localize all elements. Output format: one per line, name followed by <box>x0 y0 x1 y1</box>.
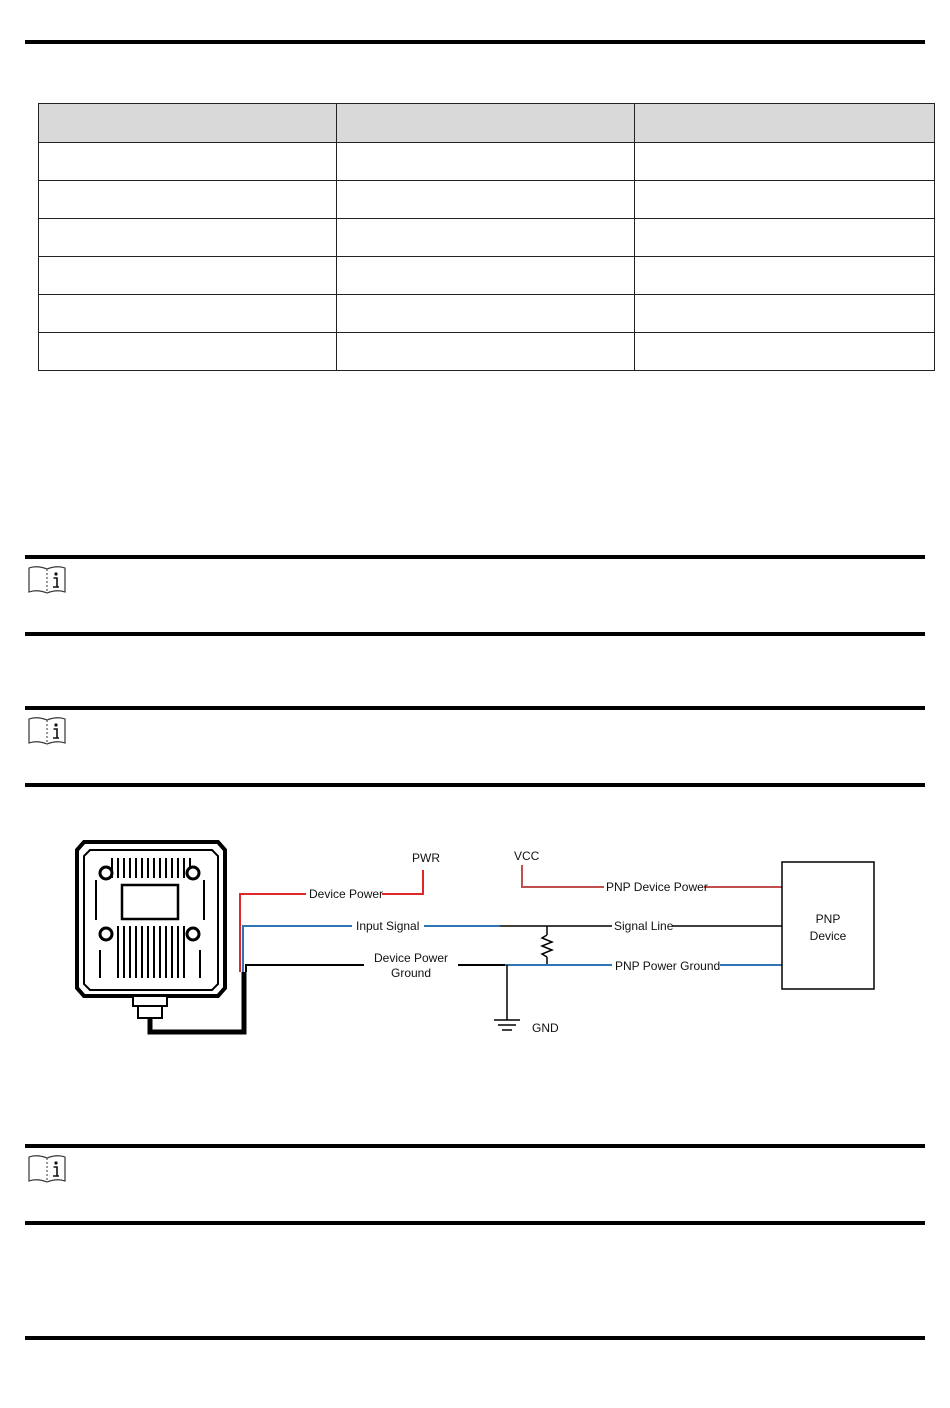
table-header-row <box>39 104 935 143</box>
table-cell <box>635 219 935 257</box>
vcc-label: VCC <box>514 849 540 863</box>
table-cell <box>39 181 337 219</box>
table-row <box>39 181 935 219</box>
table-row <box>39 143 935 181</box>
pnp-wiring-diagram <box>0 820 950 1050</box>
note-bottom-rule <box>25 783 925 787</box>
table-cell <box>337 219 635 257</box>
info-book-icon <box>27 1154 67 1184</box>
table-cell <box>39 333 337 371</box>
table-row <box>39 333 935 371</box>
table-header-cell <box>39 104 337 143</box>
table-cell <box>337 333 635 371</box>
table-cell <box>39 257 337 295</box>
table-row <box>39 219 935 257</box>
table-cell <box>39 219 337 257</box>
table-cell <box>635 143 935 181</box>
resistor-symbol <box>542 926 552 965</box>
note-bottom-rule <box>25 1221 925 1225</box>
note-bottom-rule <box>25 632 925 636</box>
bottom-rule <box>25 1336 925 1340</box>
table-cell <box>635 295 935 333</box>
device-power-ground-label-line2: Ground <box>390 966 432 980</box>
note-top-rule <box>25 1144 925 1148</box>
info-book-icon <box>27 716 67 746</box>
table-cell <box>39 143 337 181</box>
table-cell <box>39 295 337 333</box>
pnp-box-label-line1: PNP <box>815 912 841 926</box>
table-cell <box>635 257 935 295</box>
device-power-ground-label-line1: Device Power <box>373 951 449 965</box>
table-cell <box>635 333 935 371</box>
ground-symbol <box>494 1020 520 1030</box>
pwr-label: PWR <box>412 851 440 865</box>
table-cell <box>337 181 635 219</box>
gnd-label: GND <box>532 1021 559 1035</box>
table-row <box>39 295 935 333</box>
camera-device-illustration <box>77 842 225 1018</box>
table-cell <box>635 181 935 219</box>
pnp-box-label-line2: Device <box>809 929 847 943</box>
table-cell <box>337 143 635 181</box>
pnp-power-ground-label: PNP Power Ground <box>615 959 721 973</box>
top-rule <box>25 40 925 44</box>
pnp-device-power-label: PNP Device Power <box>606 880 708 894</box>
table-header-cell <box>635 104 935 143</box>
table-cell <box>337 295 635 333</box>
parameter-table <box>38 103 935 371</box>
table-row <box>39 257 935 295</box>
info-book-icon <box>27 565 67 595</box>
note-top-rule <box>25 555 925 559</box>
table-cell <box>337 257 635 295</box>
device-power-label: Device Power <box>309 887 384 901</box>
table-header-cell <box>337 104 635 143</box>
note-top-rule <box>25 706 925 710</box>
signal-line-label: Signal Line <box>614 919 674 933</box>
input-signal-label: Input Signal <box>356 919 420 933</box>
